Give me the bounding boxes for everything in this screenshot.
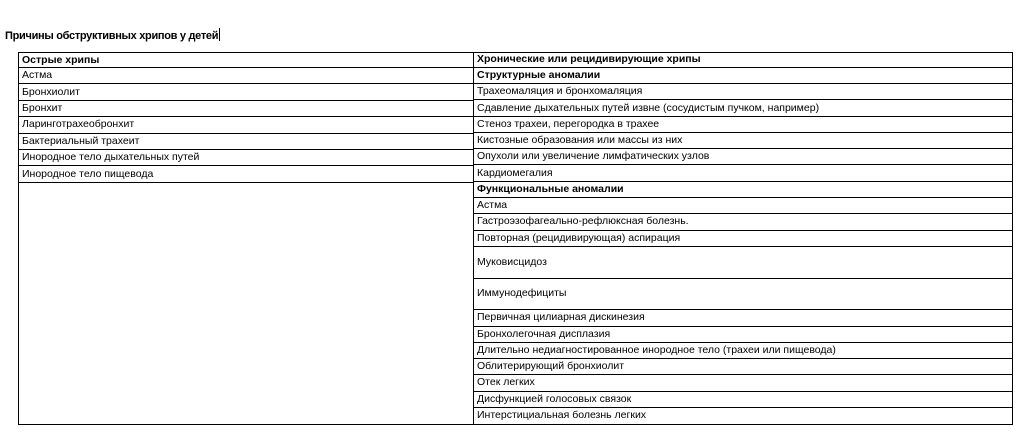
chronic-cause-row: Опухоли или увеличение лимфатических узлов [474,149,1012,165]
chronic-cause-row: Стеноз трахеи, перегородка в трахее [474,117,1012,133]
chronic-cause-row: Кистозные образования или массы из них [474,133,1012,149]
acute-cause-row: Инородное тело дыхательных путей [19,150,473,166]
text-cursor [219,28,220,41]
chronic-cause-row: Дисфункцией голосовых связок [474,392,1012,408]
acute-cause-row: Бронхиолит [19,84,473,100]
document-title [5,28,220,42]
acute-cause-row: Бактериальный трахеит [19,134,473,150]
chronic-cause-row: Длительно недиагностированное инородное тело (трахеи или пищевода) [474,343,1012,359]
chronic-cause-row: Гастроэзофагеально-рефлюксная болезнь. [474,214,1012,230]
acute-cause-row: Бронхит [19,101,473,117]
chronic-wheezing-header: Хронические или рецидивирующие хрипы [474,53,1012,68]
chronic-cause-row: Повторная (рецидивирующая) аспирация [474,231,1012,247]
chronic-cause-row: Трахеомаляция и бронхомаляция [474,84,1012,100]
empty-cell [19,183,473,424]
chronic-cause-row: Кардиомегалия [474,165,1012,181]
acute-cause-row: Ларинготрахеобронхит [19,117,473,133]
chronic-cause-row: Бронхолегочная дисплазия [474,327,1012,343]
chronic-cause-row: Облитерирующий бронхиолит [474,359,1012,375]
chronic-cause-row: Интерстициальная болезнь легких [477,409,647,422]
acute-cause-row: Астма [19,68,473,84]
section-heading-row: Структурные аномалии [474,68,1012,84]
acute-wheezing-column [18,53,474,424]
section-heading-row: Функциональные аномалии [474,182,1012,198]
chronic-cause-row: Первичная цилиарная дискинезия [474,310,1012,326]
chronic-cause-row: Иммунодефициты [474,279,1012,311]
acute-cause-row: Инородное тело пищевода [19,166,473,182]
chronic-cause-row: Отек легких [474,375,1012,391]
wheezing-causes-table [18,52,1013,425]
chronic-wheezing-column [474,53,1013,424]
chronic-cause-row: Астма [474,198,1012,214]
document-title-text: Причины обструктивных хрипов у детей [5,30,219,42]
chronic-cause-row: Муковисцидоз [474,247,1012,279]
acute-wheezing-header: Острые хрипы [19,53,473,68]
chronic-cause-row: Сдавление дыхательных путей извне (сосудистым пучком, например) [474,100,1012,116]
